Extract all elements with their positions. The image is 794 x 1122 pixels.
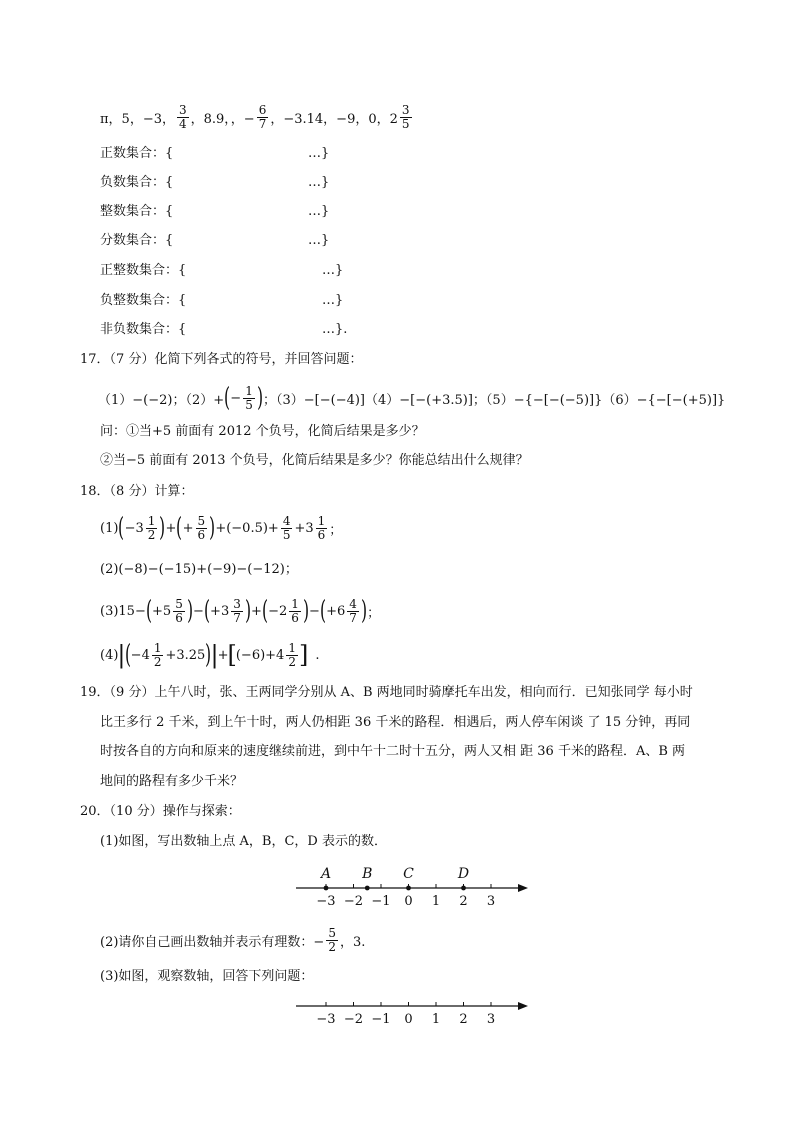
- set-integer-end: …}: [308, 204, 330, 219]
- axis-tick-label: 3: [486, 1012, 496, 1027]
- set-negative-end: …}: [308, 175, 330, 190]
- axis-tick-label: −3: [316, 894, 336, 909]
- q20-heading: 20．（10 分）操作与探索：: [80, 804, 241, 819]
- q20-part-1: (1)如图，写出数轴上点 A，B，C，D 表示的数．: [100, 834, 387, 849]
- axis-arrow-icon: [518, 1002, 528, 1010]
- q17-question-1: 问：①当+5 前面有 2012 个负号，化简后结果是多少？: [100, 424, 425, 439]
- set-integer: 整数集合：{: [100, 204, 174, 219]
- q17-heading: 17．（7 分）化简下列各式的符号，并回答问题：: [80, 352, 363, 367]
- numbers-part-a: π，5，−3，: [100, 111, 175, 127]
- number-line-plain: [290, 994, 540, 1030]
- set-negative-integer: 负整数集合：{: [100, 293, 187, 308]
- axis-tick-label: 3: [486, 894, 496, 909]
- q20-part-3: (3)如图，观察数轴，回答下列问题：: [100, 969, 314, 984]
- q19-line-2: 比王多行 2 千米，到上午十时，两人仍相距 36 千米的路程．相遇后，两人停车闲谈 了 15 分钟，再同: [100, 715, 691, 730]
- axis-tick-label: −3: [316, 1012, 336, 1027]
- point-b: [365, 886, 370, 891]
- q18-expr-3: (3)15− ( +5 $\frac{5}{6}$ ) − ( +3 $\frac{3}{7}$ ) + ( −2 $\frac{1}{6}$ ) − ( +6 $\frac{4}{7}$ ) ；: [100, 596, 381, 626]
- set-non-negative-end: …}.: [322, 322, 348, 337]
- point-label: A: [320, 866, 332, 882]
- q18-expr-1: (1) ( −3 $\frac{1}{2}$ ) + ( + $\frac{5}{6}$ ) +(−0.5)+ $\frac{4}{5}$ +3 $\frac{1}{6}$ ；: [100, 513, 343, 543]
- point-a: [324, 886, 329, 891]
- fraction-5-2: $\frac{5}{2}$: [328, 925, 336, 954]
- set-negative: 负数集合：{: [100, 175, 174, 190]
- set-fraction-end: …}: [308, 233, 330, 248]
- axis-arrow-icon: [518, 884, 528, 892]
- number-line-with-points: [290, 856, 540, 912]
- point-label: B: [362, 866, 373, 882]
- set-positive-integer-end: …}: [322, 263, 344, 278]
- set-non-negative: 非负数集合：{: [100, 322, 187, 337]
- numbers-row: [100, 100, 414, 134]
- fraction-6-7: $\frac{6}{7}$: [258, 102, 267, 131]
- point-label: D: [457, 866, 470, 882]
- axis-tick-label: 1: [431, 1012, 441, 1027]
- q18-heading: 18．（8 分）计算：: [80, 484, 194, 499]
- axis-tick-label: 1: [431, 894, 441, 909]
- fraction-1-5: $\frac{1}{5}$: [245, 383, 253, 412]
- axis-tick-label: 2: [459, 894, 468, 909]
- numbers-part-b: ，8.9，，−: [190, 111, 255, 127]
- q20-part-2: (2)请你自己画出数轴并表示有理数：− $\frac{5}{2}$ ，3.: [100, 925, 366, 954]
- q19-line-1: 19．（9 分）上午八时，张、王两同学分别从 A、B 两地同时骑摩托车出发，相向而行．已知张同学 每小时: [80, 685, 693, 700]
- point-c: [406, 886, 411, 891]
- axis-tick-label: −1: [371, 894, 391, 909]
- q18-expr-4: (4) | ( −4 $\frac{1}{2}$ +3.25 ) | + [ (−6)+4 $\frac{1}{2}$ ] .: [100, 640, 320, 670]
- q17-question-2: ②当−5 前面有 2013 个负号，化简后结果是多少？你能总结出什么规律？: [100, 453, 529, 468]
- fraction-3-5: $\frac{3}{5}$: [401, 102, 410, 131]
- axis-tick-label: −2: [343, 1012, 364, 1027]
- axis-tick-label: −1: [371, 1012, 391, 1027]
- q19-line-4: 地间的路程有多少千米？: [100, 774, 244, 789]
- q17-expressions: （1）−(−2)；（2）+ ( − $\frac{1}{5}$ ) ；（3）−[−(−4)]（4）−[−(+3.5)]；（5）−{−[−(−5)]}（6）−{−[−(+5)]}: [98, 383, 726, 413]
- point-label: C: [403, 866, 414, 882]
- set-positive-integer: 正整数集合：{: [100, 263, 187, 278]
- axis-tick-label: −2: [343, 894, 364, 909]
- fraction-3-4: $\frac{3}{4}$: [178, 102, 187, 131]
- set-negative-integer-end: …}: [322, 293, 344, 308]
- axis-tick-label: 0: [404, 1012, 413, 1027]
- axis-tick-label: 2: [459, 1012, 468, 1027]
- point-d: [461, 886, 466, 891]
- numbers-part-c: ，−3.14，−9，0，2: [270, 111, 398, 127]
- q19-line-3: 时按各自的方向和原来的速度继续前进，到中午十二时十五分，两人又相 距 36 千米的路程．A、B 两: [100, 744, 686, 759]
- axis-tick-label: 0: [404, 894, 413, 909]
- q18-expr-2: (2)(−8)−(−15)+(−9)−(−12)；: [100, 562, 298, 577]
- set-fraction: 分数集合：{: [100, 233, 174, 248]
- set-positive: 正数集合：{: [100, 146, 174, 161]
- set-positive-end: …}: [308, 146, 330, 161]
